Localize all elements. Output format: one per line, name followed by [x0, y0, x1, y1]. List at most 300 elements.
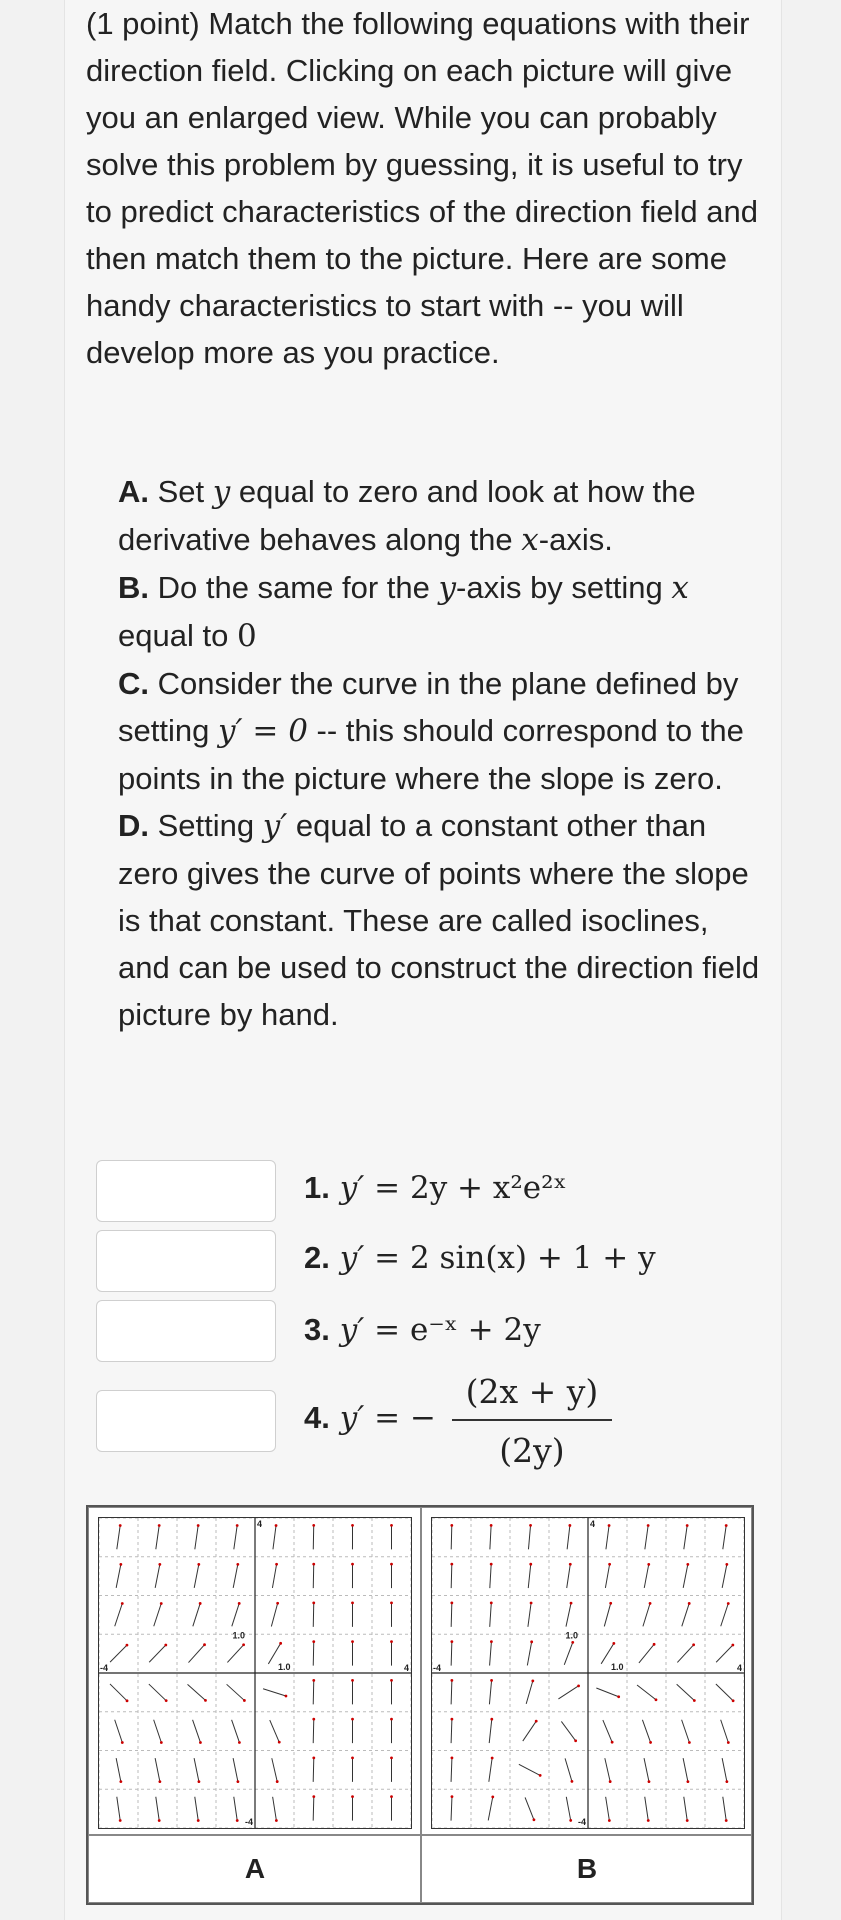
slope-arrowhead — [204, 1699, 207, 1702]
slope-segment — [227, 1645, 243, 1663]
slope-segment — [195, 1797, 198, 1821]
slope-segment — [677, 1684, 695, 1700]
answer-input-3[interactable] — [96, 1300, 276, 1362]
slope-arrowhead — [725, 1563, 728, 1566]
slope-segment — [489, 1758, 492, 1782]
slope-segment — [154, 1720, 162, 1743]
slope-arrowhead — [236, 1524, 239, 1527]
slope-arrowhead — [450, 1601, 453, 1604]
slope-arrowhead — [197, 1524, 200, 1527]
slope-segment — [313, 1719, 314, 1743]
answer-input-2[interactable] — [96, 1230, 276, 1292]
slope-arrowhead — [450, 1563, 453, 1566]
slope-arrowhead — [276, 1602, 279, 1605]
slope-arrowhead — [312, 1640, 315, 1643]
tick-label-x-one: 1.0 — [278, 1662, 291, 1672]
slope-arrowhead — [568, 1524, 571, 1527]
slope-segment — [232, 1603, 239, 1626]
slope-segment — [451, 1564, 452, 1588]
slope-segment — [604, 1603, 610, 1626]
slope-arrowhead — [165, 1699, 168, 1702]
slope-arrowhead — [490, 1563, 493, 1566]
slope-arrowhead — [686, 1780, 689, 1783]
slope-arrowhead — [451, 1795, 454, 1798]
slope-segment — [451, 1680, 452, 1704]
slope-arrowhead — [608, 1563, 611, 1566]
slope-arrowhead — [242, 1643, 245, 1646]
slope-arrowhead — [390, 1563, 393, 1566]
slope-segment — [684, 1797, 687, 1821]
slope-segment — [451, 1642, 452, 1666]
slope-segment — [606, 1525, 609, 1549]
slope-segment — [528, 1525, 530, 1549]
hint-b-text-1: Do the same for the — [149, 570, 439, 605]
tick-label-x-one: 1.0 — [611, 1662, 624, 1672]
slope-segment — [567, 1525, 570, 1549]
hint-a-var: y — [212, 474, 231, 510]
slope-segment — [642, 1720, 650, 1743]
slope-segment — [519, 1764, 540, 1775]
slope-segment — [683, 1758, 688, 1782]
hint-c-text-2: -- this should correspond to the points in the picture where the slope is zero. — [118, 713, 744, 796]
slope-arrowhead — [158, 1819, 161, 1822]
slope-arrowhead — [725, 1780, 728, 1783]
slope-arrowhead — [390, 1679, 393, 1682]
slope-arrowhead — [451, 1756, 454, 1759]
hint-a-label: A. — [118, 474, 149, 509]
slope-segment — [528, 1603, 531, 1627]
slope-arrowhead — [351, 1795, 354, 1798]
slope-segment — [233, 1564, 238, 1588]
equation-4-rhs: = − — [374, 1400, 436, 1436]
slope-arrowhead — [238, 1741, 241, 1744]
slope-segment — [639, 1644, 654, 1663]
tick-label-left: -4 — [433, 1663, 442, 1673]
slope-arrowhead — [577, 1684, 580, 1687]
slope-segment — [451, 1719, 452, 1743]
equation-2-number: 2. — [304, 1240, 330, 1275]
slope-arrowhead — [312, 1524, 315, 1527]
slope-arrowhead — [686, 1563, 689, 1566]
slope-arrowhead — [533, 1818, 536, 1821]
slope-arrowhead — [693, 1699, 696, 1702]
slope-segment — [188, 1684, 206, 1700]
slope-segment — [270, 1720, 279, 1742]
slope-segment — [523, 1721, 536, 1741]
slope-segment — [155, 1564, 160, 1588]
slope-arrowhead — [731, 1644, 734, 1647]
slope-arrowhead — [649, 1602, 652, 1605]
slope-arrowhead — [236, 1563, 239, 1566]
slope-segment — [606, 1797, 610, 1821]
slope-segment — [234, 1797, 237, 1821]
slope-arrowhead — [535, 1720, 538, 1723]
slope-arrowhead — [686, 1819, 689, 1822]
slope-arrowhead — [119, 1524, 122, 1527]
slope-arrowhead — [351, 1524, 354, 1527]
slope-arrowhead — [647, 1819, 650, 1822]
slope-arrowhead — [450, 1524, 453, 1527]
slope-segment — [596, 1688, 618, 1697]
slope-segment — [273, 1797, 277, 1821]
slope-arrowhead — [571, 1641, 574, 1644]
slope-arrowhead — [727, 1602, 730, 1605]
slope-segment — [155, 1758, 160, 1782]
slope-arrowhead — [491, 1757, 494, 1760]
slope-segment — [716, 1684, 733, 1701]
slope-arrowhead — [490, 1679, 493, 1682]
slope-arrowhead — [197, 1563, 200, 1566]
slope-arrowhead — [688, 1602, 691, 1605]
hint-a-text-3: -axis. — [538, 522, 613, 557]
slope-segment — [527, 1642, 531, 1666]
slope-segment — [188, 1645, 204, 1663]
slope-segment — [682, 1603, 689, 1626]
equation-4-lhs: y′ — [339, 1400, 365, 1436]
tick-label-right: 4 — [736, 1663, 742, 1673]
slope-arrowhead — [279, 1642, 282, 1645]
tick-label-right: 4 — [403, 1663, 409, 1673]
figure-table — [86, 1505, 754, 1905]
equation-3-number: 3. — [304, 1312, 330, 1347]
slope-arrowhead — [312, 1601, 315, 1604]
slope-segment — [721, 1720, 729, 1743]
slope-segment — [677, 1645, 693, 1663]
slope-segment — [263, 1689, 286, 1696]
slope-segment — [489, 1680, 491, 1704]
hints-list — [118, 468, 768, 1038]
slope-segment — [682, 1720, 690, 1743]
tick-label-left: -4 — [100, 1663, 109, 1673]
slope-segment — [643, 1603, 650, 1626]
fraction-bar — [452, 1419, 612, 1421]
slope-segment — [451, 1603, 452, 1627]
slope-arrowhead — [608, 1819, 611, 1822]
slope-segment — [149, 1684, 166, 1701]
slope-segment — [488, 1797, 493, 1821]
equation-2 — [304, 1240, 656, 1276]
slope-segment — [313, 1680, 314, 1704]
equation-3-lhs: y′ — [339, 1312, 365, 1348]
slope-segment — [234, 1525, 237, 1549]
equation-2-lhs: y′ — [339, 1240, 365, 1276]
hint-b-text-2: -axis by setting — [456, 570, 672, 605]
slope-segment — [490, 1642, 492, 1666]
slope-arrowhead — [312, 1679, 315, 1682]
problem-intro: (1 point) Match the following equations with their direction field. Clicking on each picture will give you an enlarged view. While you can probably solve this problem by guessing, it is useful to try to predict characteristics of the direction field and then match them to the picture. Here are some handy characteristics to start with -- you will develop more as you practice. — [86, 6, 759, 370]
equation-3 — [304, 1312, 541, 1348]
slope-segment — [605, 1564, 609, 1588]
hint-b-var: x — [671, 570, 689, 606]
slope-arrowhead — [390, 1601, 393, 1604]
slope-segment — [272, 1564, 276, 1588]
hint-c — [118, 660, 768, 802]
slope-segment — [268, 1643, 280, 1664]
slope-arrowhead — [490, 1718, 493, 1721]
slope-arrowhead — [158, 1524, 161, 1527]
slope-arrowhead — [490, 1524, 493, 1527]
slope-arrowhead — [203, 1643, 206, 1646]
slope-arrowhead — [727, 1741, 730, 1744]
hint-b-zero: 0 — [236, 618, 257, 654]
hint-d-var: y′ — [262, 808, 288, 844]
slope-arrowhead — [390, 1524, 393, 1527]
slope-arrowhead — [569, 1563, 572, 1566]
slope-arrowhead — [276, 1780, 279, 1783]
slope-arrowhead — [351, 1679, 354, 1682]
slope-arrowhead — [648, 1780, 651, 1783]
slope-segment — [149, 1645, 166, 1662]
slope-arrowhead — [569, 1819, 572, 1822]
slope-arrowhead — [275, 1524, 278, 1527]
slope-segment — [645, 1525, 648, 1549]
slope-segment — [603, 1720, 612, 1742]
slope-segment — [558, 1686, 578, 1699]
equation-1-rhs: = 2y + x²e²ˣ — [374, 1170, 567, 1206]
slope-segment — [194, 1758, 199, 1782]
tick-label-bottom: -4 — [577, 1817, 586, 1827]
slope-arrowhead — [490, 1602, 493, 1605]
slope-segment — [313, 1642, 314, 1666]
slope-arrowhead — [312, 1756, 315, 1759]
slope-arrowhead — [390, 1756, 393, 1759]
slope-arrowhead — [312, 1563, 315, 1566]
slope-arrowhead — [609, 1780, 612, 1783]
slope-segment — [723, 1525, 726, 1549]
slope-arrowhead — [275, 1563, 278, 1566]
slope-arrowhead — [390, 1718, 393, 1721]
hint-a-text-1: Set — [149, 474, 213, 509]
slope-segment — [561, 1721, 575, 1740]
slope-segment — [272, 1758, 277, 1781]
slope-segment — [193, 1603, 200, 1626]
slope-arrowhead — [351, 1718, 354, 1721]
hint-d-text-2: equal to a constant other than zero gives the curve of points where the slope is that constant. These are called isoclines, and can be used to construct the direction field picture by hand. — [118, 808, 760, 1032]
slope-arrowhead — [199, 1602, 202, 1605]
slope-arrowhead — [491, 1795, 494, 1798]
tick-label-top: 4 — [257, 1519, 263, 1529]
slope-segment — [156, 1525, 159, 1549]
slope-arrowhead — [121, 1602, 124, 1605]
slope-segment — [490, 1525, 491, 1549]
slope-segment — [110, 1684, 127, 1701]
slope-arrowhead — [647, 1524, 650, 1527]
slope-segment — [451, 1758, 452, 1782]
direction-field-b[interactable] — [431, 1517, 745, 1829]
hint-c-label: C. — [118, 666, 149, 701]
slope-segment — [716, 1645, 733, 1662]
slope-segment — [110, 1645, 127, 1662]
slope-arrowhead — [351, 1563, 354, 1566]
slope-arrowhead — [351, 1640, 354, 1643]
slope-arrowhead — [490, 1640, 493, 1643]
slope-arrowhead — [119, 1819, 122, 1822]
slope-arrowhead — [647, 1563, 650, 1566]
slope-arrowhead — [158, 1563, 161, 1566]
slope-arrowhead — [351, 1756, 354, 1759]
direction-field-a[interactable] — [98, 1517, 412, 1829]
slope-arrowhead — [611, 1741, 614, 1744]
slope-segment — [566, 1797, 570, 1821]
slope-arrowhead — [312, 1718, 315, 1721]
tick-label-bottom: -4 — [244, 1817, 253, 1827]
slope-segment — [117, 1797, 120, 1821]
slope-segment — [644, 1564, 649, 1588]
slope-segment — [116, 1564, 121, 1588]
slope-arrowhead — [278, 1741, 281, 1744]
hint-b-text-3: equal to — [118, 618, 237, 653]
slope-segment — [156, 1797, 159, 1821]
slope-arrowhead — [450, 1679, 453, 1682]
tick-label-top: 4 — [590, 1519, 596, 1529]
slope-segment — [684, 1525, 687, 1549]
slope-segment — [528, 1564, 531, 1588]
slope-arrowhead — [725, 1524, 728, 1527]
slope-arrowhead — [450, 1718, 453, 1721]
figure-caption-a: A — [244, 1853, 266, 1884]
slope-arrowhead — [126, 1644, 129, 1647]
slope-segment — [271, 1603, 277, 1626]
slope-arrowhead — [126, 1699, 129, 1702]
slope-arrowhead — [529, 1524, 532, 1527]
equation-4-number: 4. — [304, 1400, 330, 1435]
slope-arrowhead — [121, 1741, 124, 1744]
slope-segment — [115, 1720, 123, 1743]
slope-segment — [644, 1758, 649, 1781]
tick-label-y-one: 1.0 — [232, 1630, 245, 1641]
slope-segment — [195, 1525, 198, 1549]
slope-segment — [233, 1758, 238, 1782]
slope-arrowhead — [655, 1698, 658, 1701]
slope-segment — [525, 1797, 534, 1819]
slope-segment — [489, 1719, 492, 1743]
slope-arrowhead — [653, 1643, 656, 1646]
slope-segment — [115, 1603, 123, 1626]
slope-arrowhead — [574, 1739, 577, 1742]
hint-a-axis: x — [521, 522, 539, 558]
answer-input-1[interactable] — [96, 1160, 276, 1222]
slope-segment — [564, 1642, 572, 1664]
hint-d-label: D. — [118, 808, 149, 843]
slope-segment — [601, 1643, 614, 1663]
equation-1-number: 1. — [304, 1170, 330, 1205]
slope-arrowhead — [275, 1819, 278, 1822]
slope-arrowhead — [243, 1699, 246, 1702]
equation-1-lhs: y′ — [339, 1170, 365, 1206]
slope-arrowhead — [539, 1774, 542, 1777]
figure-caption-b: B — [576, 1853, 598, 1884]
slope-segment — [232, 1720, 240, 1743]
slope-segment — [565, 1758, 572, 1781]
slope-arrowhead — [688, 1741, 691, 1744]
slope-arrowhead — [450, 1640, 453, 1643]
slope-segment — [154, 1603, 161, 1626]
slope-arrowhead — [199, 1741, 202, 1744]
slope-arrowhead — [285, 1695, 288, 1698]
slope-segment — [313, 1758, 314, 1782]
equation-4 — [304, 1400, 436, 1436]
slope-arrowhead — [686, 1524, 689, 1527]
slope-arrowhead — [160, 1741, 163, 1744]
slope-segment — [721, 1603, 729, 1626]
slope-segment — [637, 1685, 656, 1700]
tick-label-y-one: 1.0 — [565, 1630, 578, 1641]
slope-segment — [566, 1603, 571, 1626]
slope-arrowhead — [236, 1819, 239, 1822]
hint-b-label: B. — [118, 570, 149, 605]
slope-segment — [227, 1684, 245, 1700]
slope-segment — [451, 1525, 452, 1549]
slope-arrowhead — [351, 1601, 354, 1604]
slope-arrowhead — [158, 1780, 161, 1783]
hint-d — [118, 802, 768, 1038]
slope-segment — [605, 1758, 610, 1781]
equation-1 — [304, 1170, 567, 1206]
slope-segment — [194, 1564, 199, 1588]
slope-segment — [567, 1564, 571, 1588]
slope-segment — [722, 1758, 727, 1782]
slope-arrowhead — [312, 1795, 315, 1798]
slope-segment — [683, 1564, 688, 1588]
slope-segment — [451, 1797, 452, 1821]
slope-arrowhead — [160, 1602, 163, 1605]
slope-arrowhead — [531, 1679, 534, 1682]
slope-segment — [526, 1681, 533, 1704]
equation-4-denominator: (2y) — [499, 1431, 565, 1470]
slope-arrowhead — [197, 1819, 200, 1822]
slope-segment — [273, 1525, 276, 1549]
slope-arrowhead — [571, 1780, 574, 1783]
hint-d-text-1: Setting — [149, 808, 263, 843]
slope-arrowhead — [725, 1819, 728, 1822]
slope-arrowhead — [609, 1602, 612, 1605]
slope-segment — [723, 1797, 726, 1821]
slope-segment — [490, 1603, 492, 1627]
slope-arrowhead — [612, 1642, 615, 1645]
hint-b-axis: y — [438, 570, 456, 606]
answer-input-4[interactable] — [96, 1390, 276, 1452]
slope-arrowhead — [732, 1699, 735, 1702]
slope-arrowhead — [164, 1644, 167, 1647]
slope-arrowhead — [530, 1602, 533, 1605]
slope-arrowhead — [570, 1602, 573, 1605]
hint-b — [118, 564, 768, 660]
slope-arrowhead — [390, 1795, 393, 1798]
slope-arrowhead — [530, 1640, 533, 1643]
equation-3-rhs: = e⁻ˣ + 2y — [374, 1312, 541, 1348]
equation-4-fraction — [452, 1372, 612, 1470]
slope-arrowhead — [617, 1695, 620, 1698]
slope-arrowhead — [529, 1563, 532, 1566]
slope-segment — [645, 1797, 649, 1821]
slope-arrowhead — [119, 1780, 122, 1783]
slope-arrowhead — [649, 1741, 652, 1744]
slope-segment — [490, 1564, 491, 1588]
slope-segment — [117, 1525, 120, 1549]
equation-2-rhs: = 2 sin(x) + 1 + y — [374, 1240, 656, 1276]
hint-a-text-2: equal to zero and look at how the derivative behaves along the — [118, 474, 696, 557]
slope-segment — [313, 1797, 314, 1821]
slope-arrowhead — [198, 1780, 201, 1783]
slope-arrowhead — [238, 1602, 241, 1605]
equation-4-numerator: (2x + y) — [465, 1372, 599, 1411]
slope-arrowhead — [236, 1780, 239, 1783]
slope-segment — [193, 1720, 201, 1743]
slope-arrowhead — [692, 1643, 695, 1646]
hint-c-eq: y′ = 0 — [217, 713, 308, 749]
slope-segment — [116, 1758, 121, 1782]
slope-arrowhead — [119, 1563, 122, 1566]
